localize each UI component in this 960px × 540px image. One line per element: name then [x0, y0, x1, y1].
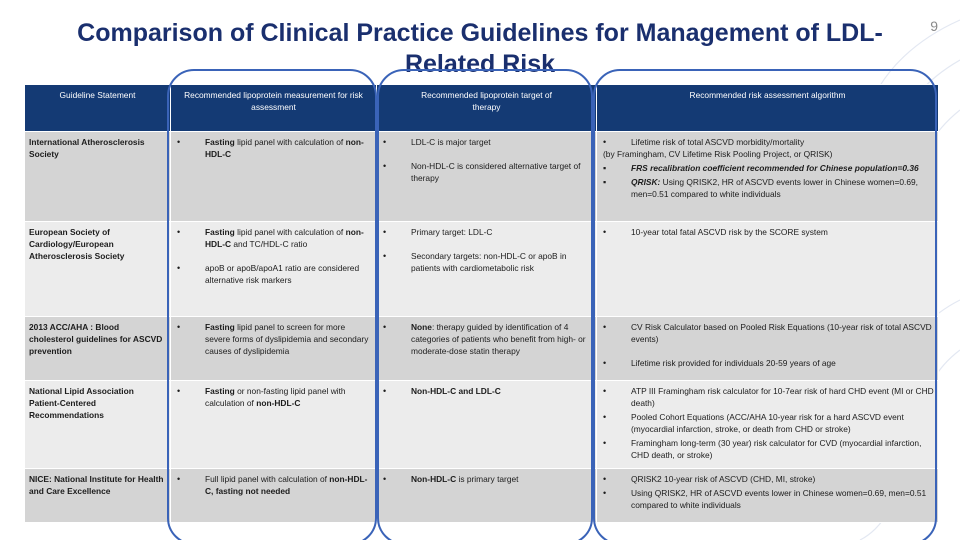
header-target-text: Recommended lipoprotein target of therapy — [421, 90, 552, 112]
list-item — [381, 250, 592, 274]
item-text: Lifetime risk provided for individuals 20-59 years of age — [631, 358, 836, 368]
emphasis-text: non-HDL-C — [205, 137, 364, 159]
list-item — [601, 473, 934, 485]
item-text: Full lipid panel with calculation of — [205, 474, 330, 484]
algorithm-cell — [597, 381, 939, 469]
target-cell — [377, 317, 597, 381]
item-text: QRISK2 10-year risk of ASCVD (CHD, MI, stroke) — [631, 474, 816, 484]
guideline-statement: National Lipid Association Patient-Centered Recommendations — [25, 381, 171, 469]
measurement-cell — [171, 222, 377, 317]
list-item — [381, 473, 592, 485]
item-text: Using QRISK2, HR of ASCVD events lower in Chinese women=0.69, men=0.51 compared to white individuals — [631, 177, 918, 199]
item-text: or non-fasting lipid panel with calculation of — [205, 386, 346, 408]
list-item — [601, 226, 934, 238]
algorithm-note: (by Framingham, CV Lifetime Risk Pooling Project, or QRISK) — [603, 149, 833, 159]
emphasis-text: None — [411, 322, 432, 332]
list-item — [381, 160, 592, 184]
guideline-statement: NICE: National Institute for Health and Care Excellence — [25, 469, 171, 523]
list-item — [381, 321, 592, 357]
measurement-cell — [171, 381, 377, 469]
algorithm-cell — [597, 132, 939, 222]
header-algorithm: Recommended risk assessment algorithm — [597, 85, 939, 132]
list-item — [601, 136, 934, 148]
list-item — [601, 176, 934, 200]
table-row — [25, 381, 939, 469]
guideline-statement: International Atherosclerosis Society — [25, 132, 171, 222]
list-item — [601, 321, 934, 345]
item-text: Using QRISK2, HR of ASCVD events lower in Chinese women=0.69, men=0.51 compared to white individuals — [631, 488, 927, 510]
list-item — [601, 437, 934, 461]
item-text: lipid panel to screen for more severe forms of dyslipidemia and secondary causes of dyslipidemia — [205, 322, 369, 356]
list-item — [175, 385, 372, 409]
guideline-statement: European Society of Cardiology/European Atherosclerosis Society — [25, 222, 171, 317]
guidelines-comparison-table — [24, 84, 939, 523]
item-text: Framingham long-term (30 year) risk calculator for CVD (myocardial infarction, CHD death, or stroke) — [631, 438, 922, 460]
header-target — [377, 85, 597, 132]
item-text: 10-year total fatal ASCVD risk by the SCORE system — [631, 227, 828, 237]
item-text: Non-HDL-C is considered alternative target of therapy — [411, 161, 581, 183]
item-text: Lifetime risk of total ASCVD morbidity/mortality — [631, 137, 805, 147]
item-text: lipid panel with calculation of — [234, 137, 346, 147]
list-item — [381, 136, 592, 148]
list-item — [381, 385, 592, 397]
item-text: CV Risk Calculator based on Pooled Risk Equations (10-year risk of total ASCVD events) — [631, 322, 932, 344]
emphasis-text: non-HDL-C — [205, 227, 364, 249]
emphasis-text: Fasting — [205, 386, 235, 396]
list-item — [175, 321, 372, 357]
item-text: Pooled Cohort Equations (ACC/AHA 10-year risk for a hard ASCVD event (myocardial infarction, stroke, or death from CHD or stroke) — [631, 412, 904, 434]
emphasis-text: Non-HDL-C and LDL-C — [411, 386, 501, 396]
item-text: is primary target — [456, 474, 519, 484]
emphasis-text: Non-HDL-C — [411, 474, 457, 484]
header-guideline-statement: Guideline Statement — [25, 85, 171, 132]
item-text: Secondary targets: non-HDL-C or apoB in patients with cardiometabolic risk — [411, 251, 567, 273]
emphasis-text: Fasting — [205, 322, 235, 332]
item-text: apoB or apoB/apoA1 ratio are considered alternative risk markers — [205, 263, 360, 285]
list-item — [381, 226, 592, 238]
emphasis-text: non-HDL-C, fasting not needed — [205, 474, 368, 496]
header-measurement: Recommended lipoprotein measurement for risk assessment — [171, 85, 377, 132]
table-row — [25, 317, 939, 381]
table-header-row — [25, 85, 939, 132]
slide-title: Comparison of Clinical Practice Guidelines for Management of LDL-Related Risk — [77, 19, 883, 78]
target-cell — [377, 132, 597, 222]
list-item — [601, 487, 934, 511]
item-text: and TC/HDL-C ratio — [231, 239, 308, 249]
list-item — [601, 162, 934, 174]
list-item — [601, 411, 934, 435]
list-item — [175, 226, 372, 250]
emphasis-text: QRISK: — [631, 177, 661, 187]
table-row — [25, 222, 939, 317]
target-cell — [377, 469, 597, 523]
list-item — [175, 473, 372, 497]
measurement-cell — [171, 132, 377, 222]
item-text: lipid panel with calculation of — [234, 227, 346, 237]
measurement-cell — [171, 469, 377, 523]
list-item — [601, 357, 934, 369]
list-item — [175, 136, 372, 160]
item-text: Primary target: LDL-C — [411, 227, 493, 237]
emphasis-text: Fasting — [205, 137, 235, 147]
item-text: LDL-C is major target — [411, 137, 491, 147]
algorithm-cell — [597, 222, 939, 317]
emphasis-text: FRS recalibration coefficient recommended for Chinese population=0.36 — [631, 163, 919, 173]
emphasis-text: non-HDL-C — [256, 398, 301, 408]
algorithm-cell — [597, 317, 939, 381]
target-cell — [377, 381, 597, 469]
target-cell — [377, 222, 597, 317]
item-text: : therapy guided by identification of 4 categories of patients who benefit from high- or moderate-dose statin therapy — [411, 322, 586, 356]
table-row — [25, 469, 939, 523]
algorithm-cell — [597, 469, 939, 523]
measurement-cell — [171, 317, 377, 381]
table-row — [25, 132, 939, 222]
page-number: 9 — [930, 18, 938, 34]
guideline-statement: 2013 ACC/AHA : Blood cholesterol guidelines for ASCVD prevention — [25, 317, 171, 381]
item-text: ATP III Framingham risk calculator for 10-7ear risk of hard CHD event (MI or CHD death) — [631, 386, 934, 408]
list-item — [175, 262, 372, 286]
list-item — [601, 385, 934, 409]
emphasis-text: Fasting — [205, 227, 235, 237]
